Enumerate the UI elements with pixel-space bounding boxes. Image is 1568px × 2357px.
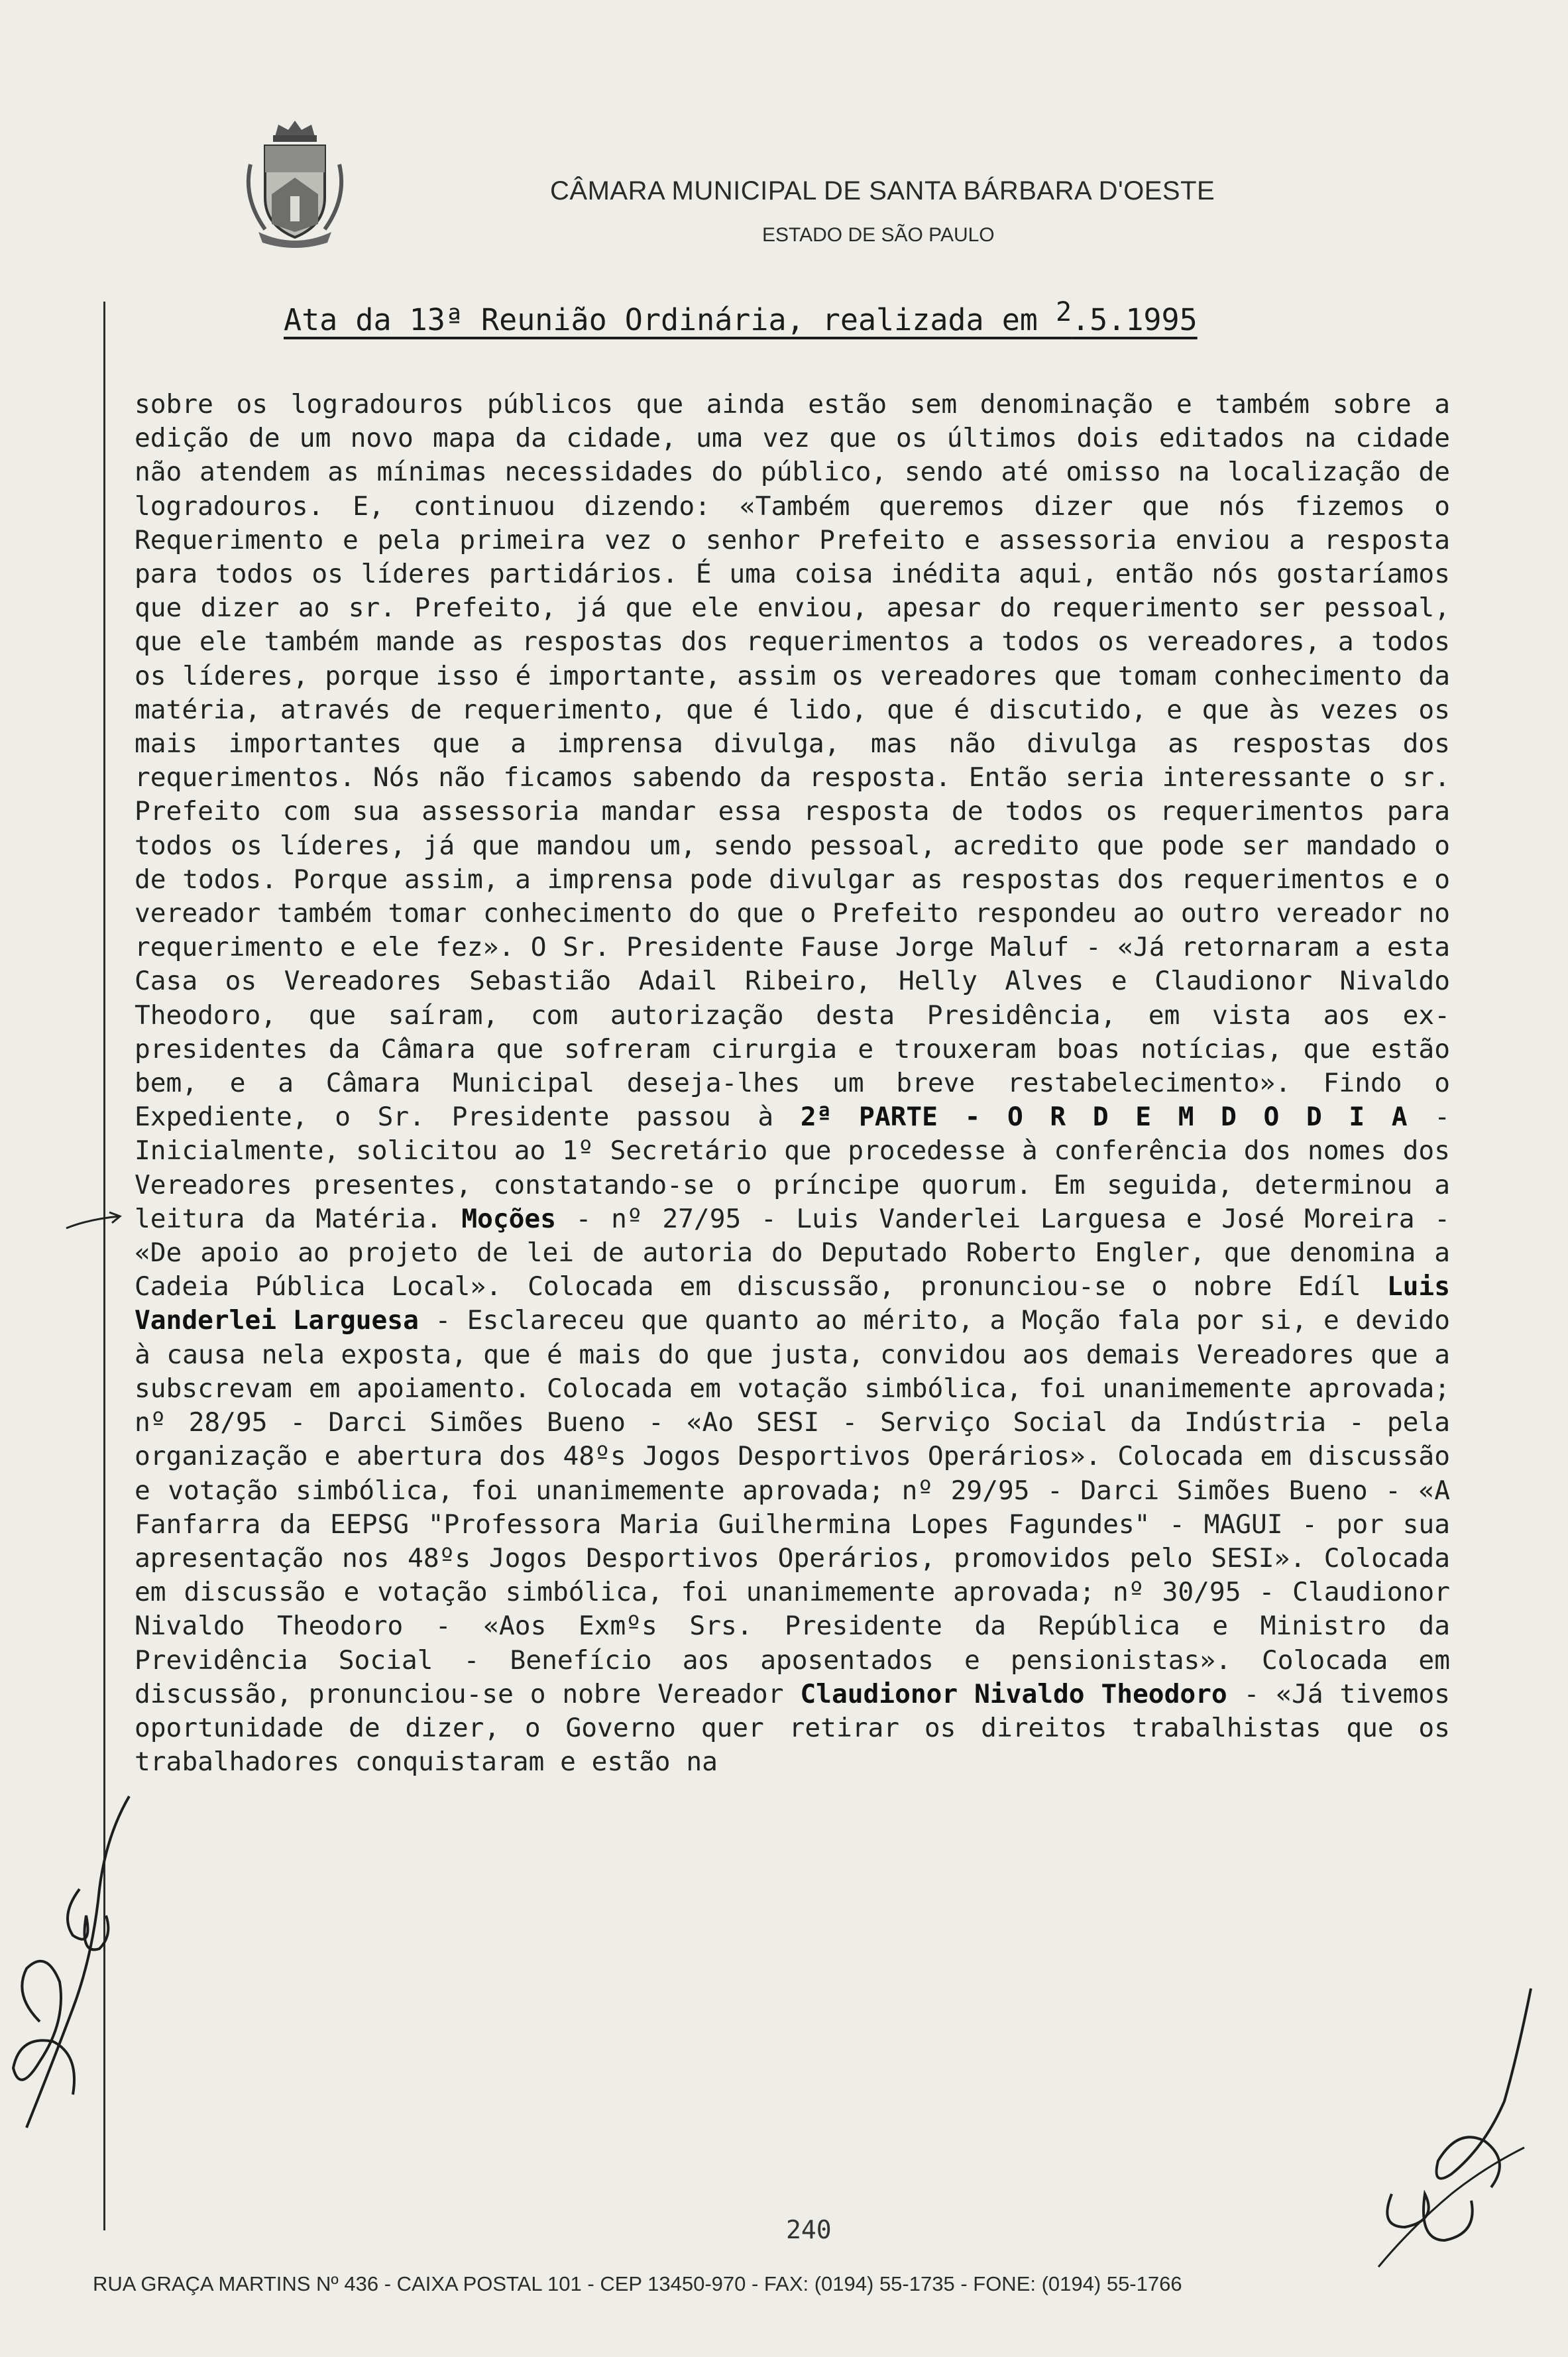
- title-text: Ata da 13ª Reunião Ordinária, realizada em: [284, 302, 1056, 337]
- body-paragraph-4: - Esclareceu que quanto ao mérito, a Moção fala por si, e devido à causa nela exposta, que é mais do que justa, convidou aos demais Vereadores que a subscrevam em apoiamento. Colocada em votação simbólica, foi unanimemente aprovada; nº 28/95 - Darci Simões Bueno - «Ao SESI - Serviço Social da Indústria - pela organização e abertura dos 48ºs Jogos Desportivos Operários». Colocada em discussão e votação simbólica, foi unanimemente aprovada; nº 29/95 - Darci Simões Bueno - «A Fanfarra da EEPSG "Professora Maria Guilhermina Lopes Fagundes" - MAGUI - por sua apresentação nos 48ºs Jogos Desportivos Operários, promovidos pelo SESI». Colocada em discussão e votação simbólica, foi unanimemente aprovada; nº 30/95 - Claudionor Nivaldo Theodoro - «Aos Exmºs Srs. Presidente da República e Ministro da Previdência Social - Benefício aos aposentados e pensionistas». Colocada em discussão, pronunciou-se o nobre Vereador: [135, 1305, 1450, 1709]
- body-paragraph-3: - nº 27/95 - Luis Vanderlei Larguesa e José Moreira - «De apoio ao projeto de lei de autoria do Deputado Roberto Engler, que denomina a Cadeia Pública Local». Colocada em discussão, pronunciou-se o nobre Edíl: [135, 1203, 1450, 1302]
- ordem-do-dia-heading: 2ª PARTE - O R D E M D O D I A: [800, 1102, 1408, 1133]
- institution-name: CÂMARA MUNICIPAL DE SANTA BÁRBARA D'OESTE: [550, 176, 1215, 205]
- municipal-coat-of-arms-icon: [239, 111, 351, 251]
- body-paragraph-1: sobre os logradouros públicos que ainda estão sem denominação e também sobre a edição de um novo mapa da cidade, uma vez que os últimos dois editados na cidade não atendem as mínimas necessidades do público, sendo até omisso na localização de logradouros. E, continuou dizendo: «Também queremos dizer que nós fizemos o Requerimento e pela primeira vez o senhor Prefeito e assessoria enviou a resposta para todos os líderes partidários. É uma coisa inédita aqui, então nós gostaríamos que dizer ao sr. Prefeito, já que ele enviou, apesar do requerimento ser pessoal, que ele também mande as respostas dos requerimentos a todos os vereadores, a todos os líderes, porque isso é importante, assim os vereadores que tomam conhecimento da matéria, através de requerimento, que é lido, que é discutido, e que às vezes os mais importantes que a imprensa divulga, mas não divulga as respostas dos requerimentos. Nós não ficamos sabendo da resposta. Então seria interessante o sr. Prefeito com sua assessoria mandar essa resposta de todos os requerimentos para todos os líderes, já que mandou um, sendo pessoal, acredito que pode ser mandado o de todos. Porque assim, a imprensa pode divulgar as respostas dos requerimentos e o vereador também tomar conhecimento do que o Prefeito respondeu ao outro vereador no requerimento e ele fez». O Sr. Presidente Fause Jorge Maluf - «Já retornaram a esta Casa os Vereadores Sebastião Adail Ribeiro, Helly Alves e Claudionor Nivaldo Theodoro, que saíram, com autorização desta Presidência, em vista aos ex-presidentes da Câmara que sofreram cirurgia e trouxeram boas notícias, que estão bem, e a Câmara Municipal deseja-lhes um breve restabelecimento». Findo o Expediente, o Sr. Presidente passou à: [135, 389, 1450, 1133]
- footer-address: RUA GRAÇA MARTINS Nº 436 - CAIXA POSTAL 101 - CEP 13450-970 - FAX: (0194) 55-1735 - FONE: (0194) 55-1766: [93, 2272, 1182, 2295]
- title-date-rest: .5.1995: [1072, 302, 1198, 337]
- mocoes-heading: Moções: [461, 1203, 556, 1234]
- minutes-title: [284, 297, 1331, 337]
- body-paragraph-2: - Inicialmente, solicitou ao 1º Secretário que procedesse à conferência dos nomes dos Vereadores presentes, constatando-se o príncipe quorum. Em seguida, determinou a leitura da Matéria.: [135, 1102, 1450, 1234]
- institution-state: ESTADO DE SÃO PAULO: [762, 224, 995, 246]
- page-number: 240: [786, 2215, 832, 2244]
- title-day: 2: [1055, 297, 1072, 327]
- handwritten-signature-right: [1352, 1975, 1568, 2273]
- speaker-luis-name: Luis Vanderlei Larguesa: [135, 1271, 1450, 1336]
- speaker-claudionor-name: Claudionor Nivaldo Theodoro: [800, 1678, 1227, 1709]
- minutes-body-text: [135, 388, 1450, 1779]
- handwritten-signature-left: [0, 1783, 139, 2154]
- body-paragraph-5: - «Já tivemos oportunidade de dizer, o Governo quer retirar os direitos trabalhistas que os trabalhadores conquistaram e estão na: [135, 1678, 1450, 1778]
- margin-arrow-mark: [63, 1210, 123, 1236]
